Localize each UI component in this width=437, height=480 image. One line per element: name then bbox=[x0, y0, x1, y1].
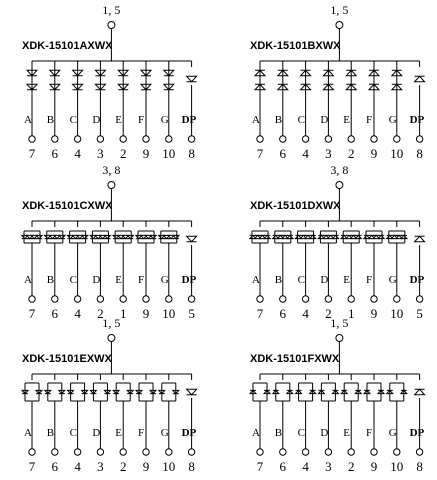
diode-symbol bbox=[187, 236, 197, 242]
pin-terminal bbox=[74, 449, 80, 455]
pin-number: 9 bbox=[370, 306, 378, 321]
pin-number: 4 bbox=[74, 146, 81, 161]
pin-number: 7 bbox=[28, 306, 36, 321]
pin-terminal bbox=[143, 296, 149, 302]
pin-terminal bbox=[280, 136, 286, 142]
pin-terminal bbox=[280, 449, 286, 455]
segment-label-f: F bbox=[138, 114, 145, 126]
pin-numbers bbox=[257, 136, 423, 161]
segment-label-e: E bbox=[115, 274, 122, 286]
pin-number: 5 bbox=[188, 306, 195, 321]
pin-terminal bbox=[97, 449, 103, 455]
segment-label-f: F bbox=[366, 274, 373, 286]
segment-label-b: B bbox=[46, 114, 55, 126]
segment-label-b: B bbox=[274, 274, 283, 286]
pin-number: 6 bbox=[279, 459, 287, 474]
pin-terminal bbox=[394, 296, 400, 302]
pin-number: 10 bbox=[390, 306, 404, 321]
segment-label-d: D bbox=[92, 274, 101, 286]
segment-label-d: D bbox=[92, 427, 101, 439]
segment-label-b: B bbox=[46, 274, 55, 286]
pin-number: 6 bbox=[279, 146, 287, 161]
pin-number: 7 bbox=[256, 459, 264, 474]
pin-number: 8 bbox=[188, 146, 195, 161]
pin-terminal bbox=[257, 449, 263, 455]
common-pins-label: 1, 5 bbox=[330, 316, 349, 330]
pin-number: 8 bbox=[416, 459, 423, 474]
common-terminal bbox=[336, 335, 343, 342]
segment-labels bbox=[24, 427, 197, 439]
common-terminal bbox=[108, 22, 115, 29]
pin-terminal bbox=[371, 296, 377, 302]
segment-label-e: E bbox=[343, 114, 350, 126]
pin-terminal bbox=[166, 296, 172, 302]
pin-terminal bbox=[29, 296, 35, 302]
segment-label-b: B bbox=[274, 114, 283, 126]
segment-labels bbox=[252, 114, 425, 126]
pin-terminal bbox=[74, 136, 80, 142]
segment-label-b: B bbox=[46, 427, 55, 439]
segment-labels bbox=[24, 274, 197, 286]
pin-terminal bbox=[371, 449, 377, 455]
pin-number: 9 bbox=[142, 146, 150, 161]
panel-fx bbox=[250, 316, 425, 474]
pin-terminal bbox=[143, 136, 149, 142]
common-terminal bbox=[336, 182, 343, 189]
pin-number: 2 bbox=[347, 459, 355, 474]
segment-labels bbox=[252, 427, 425, 439]
segment-label-dp: DP bbox=[181, 274, 197, 286]
diode-symbol bbox=[187, 76, 197, 82]
pin-number: 1 bbox=[119, 306, 127, 321]
pin-number: 10 bbox=[162, 306, 176, 321]
pin-terminal bbox=[416, 449, 422, 455]
common-pins-label: 1, 5 bbox=[102, 316, 121, 330]
pin-terminal bbox=[29, 136, 35, 142]
pin-terminal bbox=[188, 449, 194, 455]
segment-label-a: A bbox=[24, 427, 32, 439]
pin-number: 4 bbox=[302, 306, 309, 321]
pin-terminal bbox=[188, 136, 194, 142]
diode-symbol bbox=[187, 389, 197, 395]
segment-label-d: D bbox=[320, 274, 329, 286]
segment-label-a: A bbox=[252, 274, 260, 286]
pin-terminal bbox=[52, 296, 58, 302]
segment-labels bbox=[252, 274, 425, 286]
pin-numbers bbox=[29, 449, 195, 474]
pin-terminal bbox=[416, 296, 422, 302]
pin-terminal bbox=[74, 296, 80, 302]
part-number: XDK-15101EXWX bbox=[22, 353, 112, 365]
pin-number: 7 bbox=[256, 146, 264, 161]
common-pins-label: 1, 5 bbox=[102, 3, 121, 17]
segment-label-d: D bbox=[320, 427, 329, 439]
pin-number: 4 bbox=[302, 459, 309, 474]
pin-number: 9 bbox=[142, 459, 150, 474]
panel-ax bbox=[22, 3, 197, 161]
pin-number: 6 bbox=[279, 306, 287, 321]
pin-terminal bbox=[120, 449, 126, 455]
pin-number: 10 bbox=[162, 459, 176, 474]
pin-terminal bbox=[166, 449, 172, 455]
pin-terminal bbox=[52, 449, 58, 455]
segment-label-dp: DP bbox=[409, 114, 425, 126]
segment-label-dp: DP bbox=[409, 427, 425, 439]
pin-terminal bbox=[302, 449, 308, 455]
part-number: XDK-15101FXWX bbox=[250, 353, 340, 365]
segment-label-d: D bbox=[320, 114, 329, 126]
pin-number: 3 bbox=[97, 459, 104, 474]
segment-label-g: G bbox=[388, 427, 397, 439]
segment-label-g: G bbox=[388, 274, 397, 286]
pin-number: 6 bbox=[51, 146, 59, 161]
pin-terminal bbox=[348, 136, 354, 142]
segment-label-a: A bbox=[252, 114, 260, 126]
pin-number: 5 bbox=[416, 306, 423, 321]
pin-terminal bbox=[302, 296, 308, 302]
panel-cx bbox=[22, 163, 197, 321]
pin-terminal bbox=[257, 136, 263, 142]
pin-terminal bbox=[29, 449, 35, 455]
pin-terminal bbox=[188, 296, 194, 302]
pin-number: 7 bbox=[256, 306, 264, 321]
pin-number: 10 bbox=[390, 459, 404, 474]
common-pins-label: 3, 8 bbox=[102, 163, 121, 177]
segment-label-c: C bbox=[69, 274, 77, 286]
segment-label-d: D bbox=[92, 114, 101, 126]
segment-label-g: G bbox=[388, 114, 397, 126]
common-terminal bbox=[336, 22, 343, 29]
diode-symbol bbox=[415, 389, 425, 395]
segment-label-g: G bbox=[160, 114, 169, 126]
pin-number: 9 bbox=[142, 306, 150, 321]
pin-number: 3 bbox=[325, 459, 332, 474]
segment-label-f: F bbox=[138, 274, 145, 286]
panel-bx bbox=[250, 3, 425, 161]
segment-label-c: C bbox=[69, 114, 77, 126]
panel-ex bbox=[22, 316, 197, 474]
pin-number: 1 bbox=[347, 306, 355, 321]
pin-terminal bbox=[97, 136, 103, 142]
pin-number: 6 bbox=[51, 459, 59, 474]
segment-label-dp: DP bbox=[181, 114, 197, 126]
pin-terminal bbox=[302, 136, 308, 142]
part-number: XDK-15101BXWX bbox=[250, 40, 341, 52]
pin-number: 9 bbox=[370, 146, 378, 161]
pin-terminal bbox=[120, 296, 126, 302]
pin-terminal bbox=[394, 136, 400, 142]
pin-terminal bbox=[166, 136, 172, 142]
panel-dx bbox=[250, 163, 425, 321]
pin-number: 2 bbox=[325, 306, 332, 321]
pin-terminal bbox=[325, 296, 331, 302]
pin-number: 7 bbox=[28, 459, 36, 474]
pin-number: 2 bbox=[119, 459, 127, 474]
segment-label-a: A bbox=[24, 114, 32, 126]
pin-terminal bbox=[371, 136, 377, 142]
pin-terminal bbox=[394, 449, 400, 455]
pin-number: 4 bbox=[302, 146, 309, 161]
pin-number: 2 bbox=[97, 306, 104, 321]
pin-terminal bbox=[348, 296, 354, 302]
segment-label-c: C bbox=[69, 427, 77, 439]
pin-terminal bbox=[257, 296, 263, 302]
pin-number: 6 bbox=[51, 306, 59, 321]
pin-number: 7 bbox=[28, 146, 36, 161]
segment-label-f: F bbox=[138, 427, 145, 439]
segment-label-e: E bbox=[343, 274, 350, 286]
common-terminal bbox=[108, 335, 115, 342]
pin-number: 8 bbox=[188, 459, 195, 474]
pin-number: 2 bbox=[347, 146, 355, 161]
common-pins-label: 3, 8 bbox=[330, 163, 349, 177]
segment-label-e: E bbox=[343, 427, 350, 439]
pin-terminal bbox=[416, 136, 422, 142]
segment-labels bbox=[24, 114, 197, 126]
segment-label-dp: DP bbox=[409, 274, 425, 286]
pin-number: 9 bbox=[370, 459, 378, 474]
common-terminal bbox=[108, 182, 115, 189]
pin-terminal bbox=[280, 296, 286, 302]
segment-label-c: C bbox=[297, 274, 305, 286]
diode-symbol bbox=[415, 236, 425, 242]
segment-label-g: G bbox=[160, 427, 169, 439]
segment-label-f: F bbox=[366, 114, 373, 126]
segment-label-dp: DP bbox=[181, 427, 197, 439]
part-number: XDK-15101DXWX bbox=[250, 200, 341, 212]
segment-label-g: G bbox=[160, 274, 169, 286]
pin-terminal bbox=[348, 449, 354, 455]
segment-label-e: E bbox=[115, 114, 122, 126]
part-number: XDK-15101AXWX bbox=[22, 40, 113, 52]
pin-numbers bbox=[29, 136, 195, 161]
segment-label-c: C bbox=[297, 114, 305, 126]
segment-label-a: A bbox=[24, 274, 32, 286]
diode-symbol bbox=[415, 76, 425, 82]
part-number: XDK-15101CXWX bbox=[22, 200, 113, 212]
pin-number: 3 bbox=[325, 146, 332, 161]
pin-terminal bbox=[325, 136, 331, 142]
pin-number: 2 bbox=[119, 146, 127, 161]
segment-label-e: E bbox=[115, 427, 122, 439]
pin-terminal bbox=[143, 449, 149, 455]
pin-number: 10 bbox=[390, 146, 404, 161]
segment-label-f: F bbox=[366, 427, 373, 439]
pin-number: 3 bbox=[97, 146, 104, 161]
pin-numbers bbox=[257, 449, 423, 474]
segment-label-b: B bbox=[274, 427, 283, 439]
pin-terminal bbox=[325, 449, 331, 455]
segment-label-c: C bbox=[297, 427, 305, 439]
pin-number: 4 bbox=[74, 306, 81, 321]
pin-number: 10 bbox=[162, 146, 176, 161]
pin-terminal bbox=[120, 136, 126, 142]
common-pins-label: 1, 5 bbox=[330, 3, 349, 17]
pin-number: 4 bbox=[74, 459, 81, 474]
pin-terminal bbox=[97, 296, 103, 302]
pin-terminal bbox=[52, 136, 58, 142]
segment-label-a: A bbox=[252, 427, 260, 439]
pin-number: 8 bbox=[416, 146, 423, 161]
